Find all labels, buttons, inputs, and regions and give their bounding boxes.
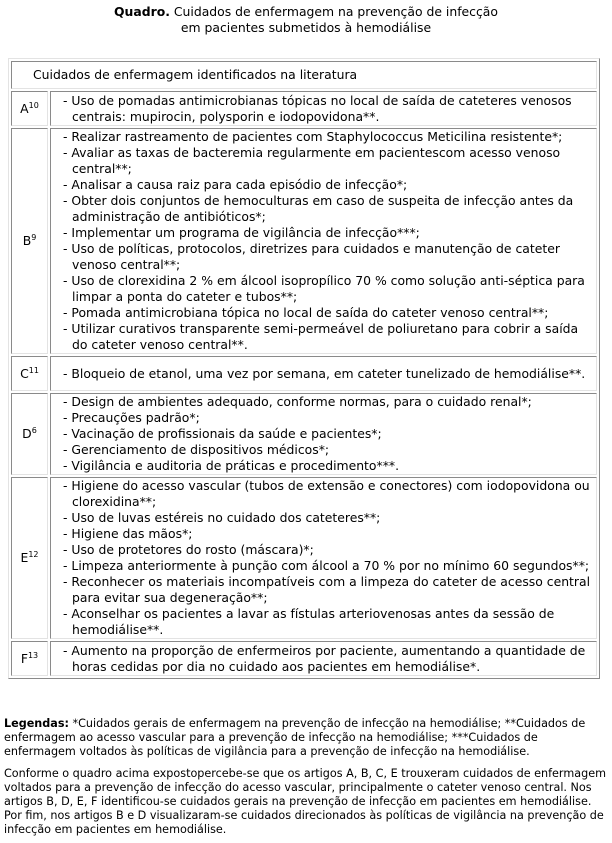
table-row bbox=[11, 128, 597, 354]
care-item: - Analisar a causa raiz para cada episódio de infecção*; bbox=[63, 177, 408, 192]
article-reference: 12 bbox=[28, 550, 39, 559]
article-letter: C bbox=[20, 365, 29, 381]
care-item: - Uso de luvas estéreis no cuidado dos cateteres**; bbox=[63, 510, 381, 525]
article-label-cell bbox=[11, 641, 48, 676]
article-label-cell bbox=[11, 91, 48, 126]
care-items-cell bbox=[50, 128, 597, 354]
article-reference: 11 bbox=[28, 365, 39, 375]
table-header-cell: Cuidados de enfermagem identificados na literatura bbox=[11, 61, 597, 89]
legend-label: Legendas: bbox=[4, 717, 69, 730]
article-letter: F bbox=[20, 650, 28, 666]
care-items-cell bbox=[50, 477, 597, 639]
care-item: - Utilizar curativos transparente semi-permeável de poliuretano para cobrir a saída do cateter venoso central**. bbox=[63, 321, 579, 352]
care-item: - Implementar um programa de vigilância de infecção***; bbox=[63, 225, 420, 240]
care-item: - Gerenciamento de dispositivos médicos*; bbox=[63, 442, 330, 457]
care-item: - Aumento na proporção de enfermeiros por paciente, aumentando a quantidade de horas cedidas por dia no cuidado aos pacientes em hemodiálise*. bbox=[63, 642, 586, 674]
article-letter: E bbox=[20, 550, 29, 565]
care-item: - Obter dois conjuntos de hemoculturas em caso de suspeita de infecção antes da administração de antibióticos*; bbox=[63, 193, 574, 224]
care-item: - Pomada antimicrobiana tópica no local de saída do cateter venoso central**; bbox=[63, 305, 549, 320]
table-row bbox=[11, 641, 597, 676]
care-item: - Avaliar as taxas de bacteremia regularmente em pacientescom acesso venoso central**; bbox=[63, 145, 561, 176]
care-items-cell bbox=[50, 393, 597, 475]
care-item: - Uso de protetores do rosto (máscara)*; bbox=[63, 542, 314, 557]
article-letter: B bbox=[22, 233, 32, 248]
nursing-care-table bbox=[8, 58, 600, 679]
care-item: - Design de ambientes adequado, conforme normas, para o cuidado renal*; bbox=[63, 394, 532, 409]
title-line-2: em pacientes submetidos à hemodiálise bbox=[180, 20, 432, 35]
care-item: - Uso de políticas, protocolos, diretrizes para cuidados e manutenção de cateter venoso central**; bbox=[63, 241, 560, 272]
care-item: - Vacinação de profissionais da saúde e pacientes*; bbox=[63, 426, 382, 441]
table-row bbox=[11, 91, 597, 126]
care-item: - Aconselhar os pacientes a lavar as fístulas arteriovenosas antes da sessão de hemodiálise**. bbox=[63, 606, 555, 637]
care-item: - Bloqueio de etanol, uma vez por semana, em cateter tunelizado de hemodiálise**. bbox=[63, 365, 586, 381]
care-item: - Uso de clorexidina 2 % em álcool isopropílico 70 % como solução anti-séptica para limpar a ponta do cateter e tubos**; bbox=[63, 273, 585, 304]
title-bold-label: Quadro. bbox=[114, 4, 170, 19]
table-header-row bbox=[11, 61, 597, 89]
care-items-cell bbox=[50, 641, 597, 676]
article-reference: 10 bbox=[28, 100, 39, 110]
care-item: - Limpeza anteriormente à punção com álcool a 70 % por no mínimo 60 segundos**; bbox=[63, 558, 590, 573]
care-item: - Realizar rastreamento de pacientes com Staphylococcus Meticilina resistente*; bbox=[63, 129, 563, 144]
care-item: - Precauções padrão*; bbox=[63, 410, 200, 425]
care-item: - Reconhecer os materiais incompatíveis com a limpeza do cateter de acesso central para evitar sua degeneração**; bbox=[63, 574, 591, 605]
title-text: Cuidados de enfermagem na prevenção de infecção bbox=[169, 4, 498, 19]
article-reference: 9 bbox=[31, 233, 37, 242]
table-row bbox=[11, 356, 597, 391]
legend-text: *Cuidados gerais de enfermagem na prevenção de infecção na hemodiálise; **Cuidados de enfermagem ao acesso vascular para a prevenção de infecção na hemodiálise; ***Cuidados de enfermagem voltados às políticas de vigilância para a prevenção de infecção na hemodiálise. bbox=[4, 717, 586, 758]
quadro-title bbox=[0, 4, 612, 36]
article-reference: 13 bbox=[27, 650, 39, 660]
article-letter: D bbox=[22, 426, 32, 441]
article-label-cell bbox=[11, 356, 48, 391]
care-items-cell bbox=[50, 356, 597, 391]
title-line-1 bbox=[0, 4, 612, 20]
article-label-cell bbox=[11, 477, 48, 639]
care-item: - Vigilância e auditoria de práticas e procedimento***. bbox=[63, 458, 400, 473]
legend bbox=[4, 717, 608, 759]
article-reference: 6 bbox=[31, 426, 37, 435]
care-items-cell bbox=[50, 91, 597, 126]
care-item: - Higiene do acesso vascular (tubos de extensão e conectores) com iodopovidona ou clorexidina**; bbox=[63, 478, 590, 509]
conclusion-paragraph: Conforme o quadro acima expostopercebe-se que os artigos A, B, C, E trouxeram cuidados de enfermagem voltados para a prevenção de infecção do acesso vascular, principalmente o cateter venoso central. Nos artigos B, D, E, F identificou-se cuidados gerais na prevenção de infecção em pacientes em hemodiálise. Por fim, nos artigos B e D visualizaram-se cuidados direcionados às políticas de vigilância na prevenção de infecção em pacientes em hemodiálise. bbox=[4, 767, 606, 836]
care-item: - Uso de pomadas antimicrobianas tópicas no local de saída de cateteres venosos centrais: mupirocin, polysporin e iodopovidona**. bbox=[63, 92, 572, 124]
article-letter: A bbox=[20, 100, 29, 116]
care-item: - Higiene das mãos*; bbox=[63, 526, 193, 541]
article-label-cell bbox=[11, 128, 48, 354]
table-row bbox=[11, 477, 597, 639]
article-label-cell bbox=[11, 393, 48, 475]
table-row bbox=[11, 393, 597, 475]
